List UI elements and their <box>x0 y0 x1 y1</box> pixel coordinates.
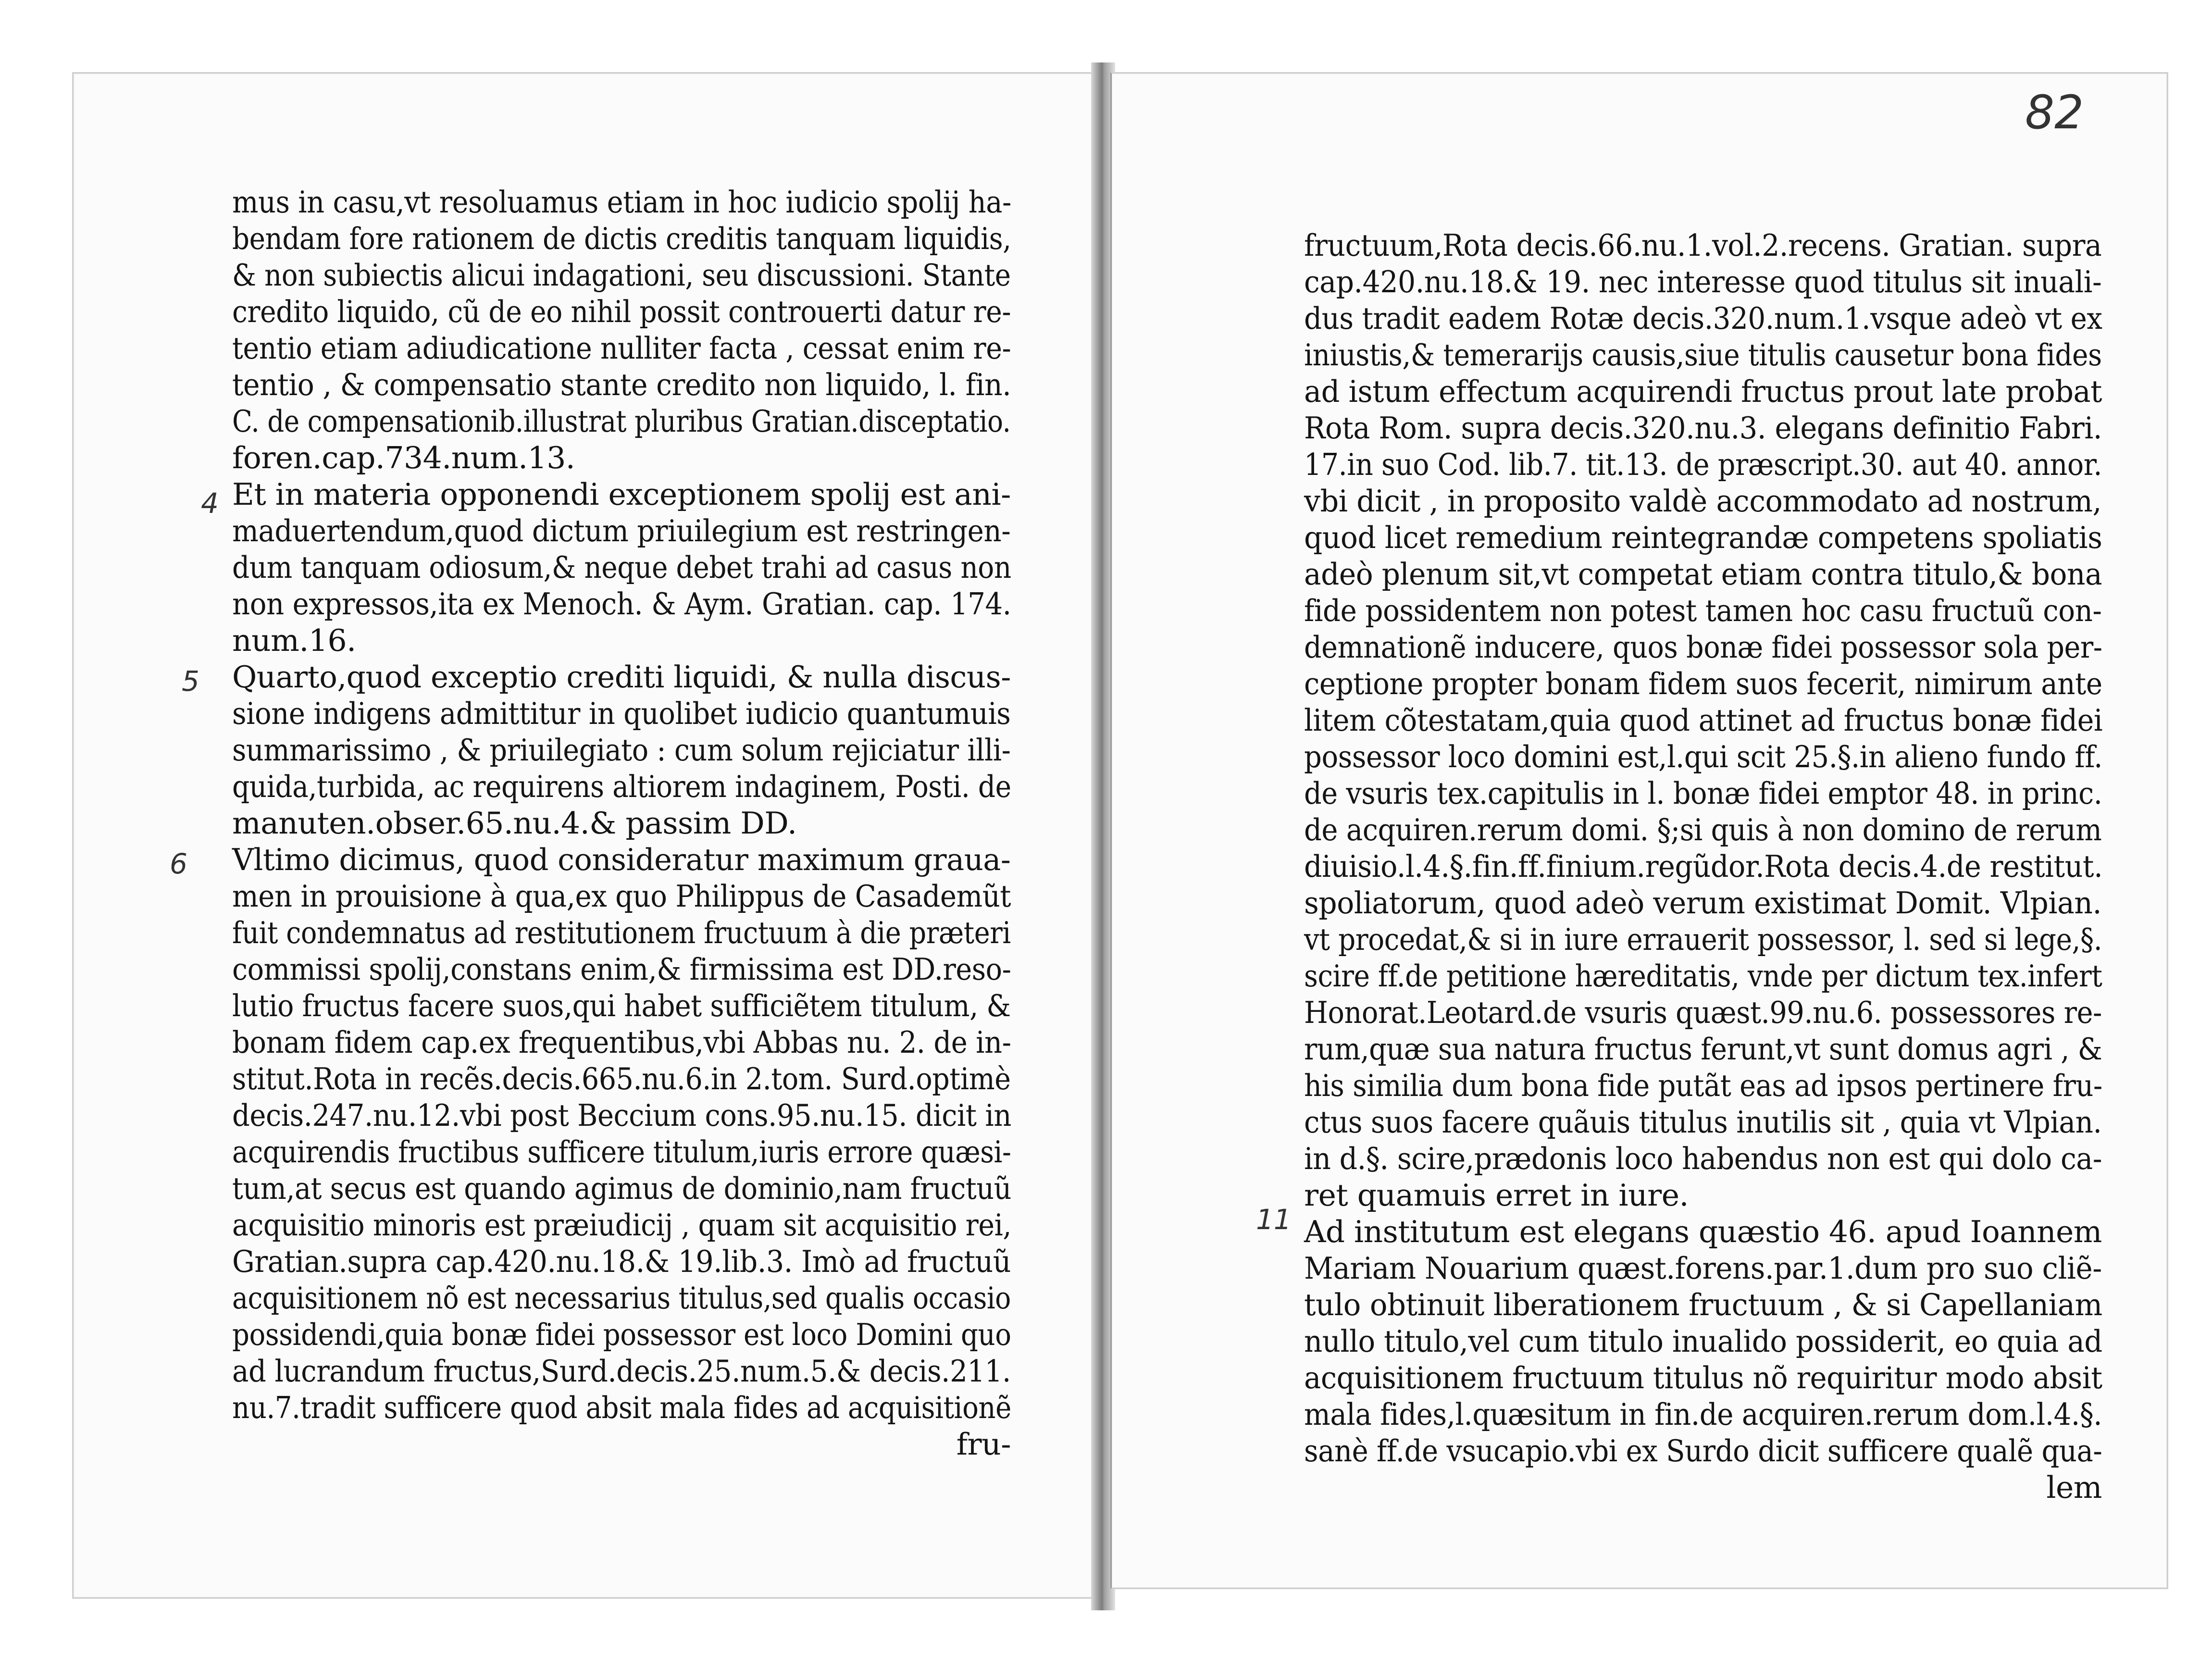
text-line: sione indigens admittitur in quolibet iudicio quantumuis <box>232 696 1011 731</box>
left-margin-note: 4 <box>201 487 219 520</box>
text-line: quod licet remedium reintegrandæ competens spoliatis <box>1304 520 2102 555</box>
text-line: Rota Rom. supra decis.320.nu.3. elegans definitio Fabri. <box>1304 411 2102 446</box>
text-line: maduertendum,quod dictum priuilegium est restringen- <box>232 513 1011 548</box>
text-line: fide possidentem non potest tamen hoc casu fructuũ con- <box>1304 593 2102 628</box>
text-line: num.16. <box>232 623 356 658</box>
text-line: commissi spolij,constans enim,& firmissima est DD.reso- <box>232 952 1011 987</box>
text-line: non expressos,ita ex Menoch. & Aym. Gratian. cap. 174. <box>232 586 1011 622</box>
text-line: C. de compensationib.illustrat pluribus Gratian.disceptatio. <box>232 404 1011 439</box>
text-line: in d.§. scire,prædonis loco habendus non est qui dolo ca- <box>1304 1141 2102 1176</box>
text-line: foren.cap.734.num.13. <box>232 440 575 475</box>
right-margin-note: 11 <box>1256 1203 1292 1236</box>
text-line: Ad institutum est elegans quæstio 46. apud Ioannem <box>1304 1214 2102 1249</box>
text-line: vbi dicit , in proposito valdè accommodato ad nostrum, <box>1304 484 2102 519</box>
text-line: bendam fore rationem de dictis creditis tanquam liquidis, <box>232 221 1011 256</box>
text-line: 17.in suo Cod. lib.7. tit.13. de præscript.30. aut 40. annor. <box>1304 447 2102 482</box>
text-line: ad istum effectum acquirendi fructus prout late probat <box>1304 374 2102 409</box>
text-line: iniustis,& temerarijs causis,siue titulis causetur bona fides <box>1304 337 2102 373</box>
text-line: bonam fidem cap.ex frequentibus,vbi Abbas nu. 2. de in- <box>232 1025 1011 1060</box>
text-line: quida,turbida, ac requirens altiorem indaginem, Posti. de <box>232 769 1011 804</box>
text-line: nu.7.tradit sufficere quod absit mala fides ad acquisitionẽ <box>232 1390 1011 1425</box>
text-line: possidendi,quia bonæ fidei possessor est loco Domini quo <box>232 1317 1011 1352</box>
left-margin-note: 5 <box>182 665 199 697</box>
left-page <box>72 72 1094 1599</box>
text-line: tulo obtinuit liberationem fructuum , & si Capellaniam <box>1304 1287 2102 1322</box>
text-line: Vltimo dicimus, quod consideratur maximum graua- <box>232 842 1011 877</box>
text-line: mala fides,l.quæsitum in fin.de acquiren.rerum dom.l.4.§. <box>1304 1397 2102 1432</box>
text-line: rum,quæ sua natura fructus ferunt,vt sunt domus agri , & <box>1304 1032 2102 1067</box>
text-line: tum,at secus est quando agimus de dominio,nam fructuũ <box>232 1171 1011 1206</box>
text-line: scire ff.de petitione hæreditatis, vnde per dictum tex.infert <box>1304 958 2102 994</box>
text-line: Gratian.supra cap.420.nu.18.& 19.lib.3. Imò ad fructuũ <box>232 1244 1011 1279</box>
text-line: ad lucrandum fructus,Surd.decis.25.num.5.& decis.211. <box>232 1354 1011 1389</box>
text-line: mus in casu,vt resoluamus etiam in hoc iudicio spolij ha- <box>232 185 1011 220</box>
text-line: acquisitionem nõ est necessarius titulus,sed qualis occasio <box>232 1281 1011 1316</box>
text-line: acquisitio minoris est præiudicij , quam sit acquisitio rei, <box>232 1207 1011 1243</box>
text-line: decis.247.nu.12.vbi post Beccium cons.95.nu.15. dicit in <box>232 1098 1011 1133</box>
text-line: Et in materia opponendi exceptionem spolij est ani- <box>232 477 1011 512</box>
right-page <box>1110 72 2168 1589</box>
text-line: Quarto,quod exceptio crediti liquidi, & nulla discus- <box>232 660 1011 695</box>
text-line: tentio etiam adiudicatione nulliter facta , cessat enim re- <box>232 331 1011 366</box>
text-line: adeò plenum sit,vt competat etiam contra titulo,& bona <box>1304 557 2102 592</box>
text-line: demnationẽ inducere, quos bonæ fidei possessor sola per- <box>1304 630 2102 665</box>
left-margin-note: 6 <box>170 847 187 880</box>
text-line: dus tradit eadem Rotæ decis.320.num.1.vsque adeò vt ex <box>1304 301 2102 336</box>
text-line: credito liquido, cũ de eo nihil possit controuerti datur re- <box>232 294 1011 329</box>
text-line: ctus suos facere quãuis titulus inutilis sit , quia vt Vlpian. <box>1304 1105 2102 1140</box>
text-line: nullo titulo,vel cum titulo inualido possiderit, eo quia ad <box>1304 1324 2102 1359</box>
text-line: tentio , & compensatio stante credito non liquido, l. fin. <box>232 367 1011 402</box>
text-line: his similia dum bona fide putãt eas ad ipsos pertinere fru- <box>1304 1068 2102 1103</box>
text-line: ceptione propter bonam fidem suos fecerit, nimirum ante <box>1304 666 2102 701</box>
text-line: stitut.Rota in recẽs.decis.665.nu.6.in 2.tom. Surd.optimè <box>232 1061 1011 1096</box>
text-line: Mariam Nouarium quæst.forens.par.1.dum pro suo cliẽ- <box>1304 1251 2102 1286</box>
text-line: lutio fructus facere suos,qui habet sufficiẽtem titulum, & <box>232 988 1011 1023</box>
text-line: ret quamuis erret in iure. <box>1304 1178 1689 1213</box>
text-line: sanè ff.de vsucapio.vbi ex Surdo dicit sufficere qualẽ qua- <box>1304 1433 2102 1469</box>
text-line: fructuum,Rota decis.66.nu.1.vol.2.recens. Gratian. supra <box>1304 228 2102 263</box>
text-line: fru- <box>956 1427 1011 1462</box>
text-line: cap.420.nu.18.& 19. nec interesse quod titulus sit inuali- <box>1304 264 2102 299</box>
folio-number: 82 <box>2025 86 2084 139</box>
text-line: acquirendis fructibus sufficere titulum,iuris errore quæsi- <box>232 1134 1011 1170</box>
text-line: de acquiren.rerum domi. §;si quis à non domino de rerum <box>1304 812 2102 847</box>
text-line: Honorat.Leotard.de vsuris quæst.99.nu.6. possessores re- <box>1304 995 2102 1030</box>
text-line: de vsuris tex.capitulis in l. bonæ fidei emptor 48. in princ. <box>1304 776 2102 811</box>
text-line: acquisitionem fructuum titulus nõ requiritur modo absit <box>1304 1360 2102 1395</box>
text-line: diuisio.l.4.§.fin.ff.finium.regũdor.Rota decis.4.de restitut. <box>1304 849 2103 884</box>
text-line: litem cõtestatam,quia quod attinet ad fructus bonæ fidei <box>1304 703 2103 738</box>
text-line: fuit condemnatus ad restitutionem fructuum à die præteri <box>232 915 1011 950</box>
text-line: summarissimo , & priuilegiato : cum solum rejiciatur illi- <box>232 733 1011 768</box>
text-line: possessor loco domini est,l.qui scit 25.§.in alieno fundo ff. <box>1304 739 2102 774</box>
text-line: manuten.obser.65.nu.4.& passim DD. <box>232 806 797 841</box>
text-line: spoliatorum, quod adeò verum existimat Domit. Vlpian. <box>1304 885 2102 921</box>
text-line: lem <box>2046 1470 2102 1505</box>
text-line: men in prouisione à qua,ex quo Philippus de Casademũt <box>232 879 1011 914</box>
text-line: & non subiectis alicui indagationi, seu discussioni. Stante <box>232 258 1011 293</box>
text-line: dum tanquam odiosum,& neque debet trahi ad casus non <box>232 550 1011 585</box>
text-line: vt procedat,& si in iure errauerit possessor, l. sed si lege,§. <box>1304 922 2102 957</box>
